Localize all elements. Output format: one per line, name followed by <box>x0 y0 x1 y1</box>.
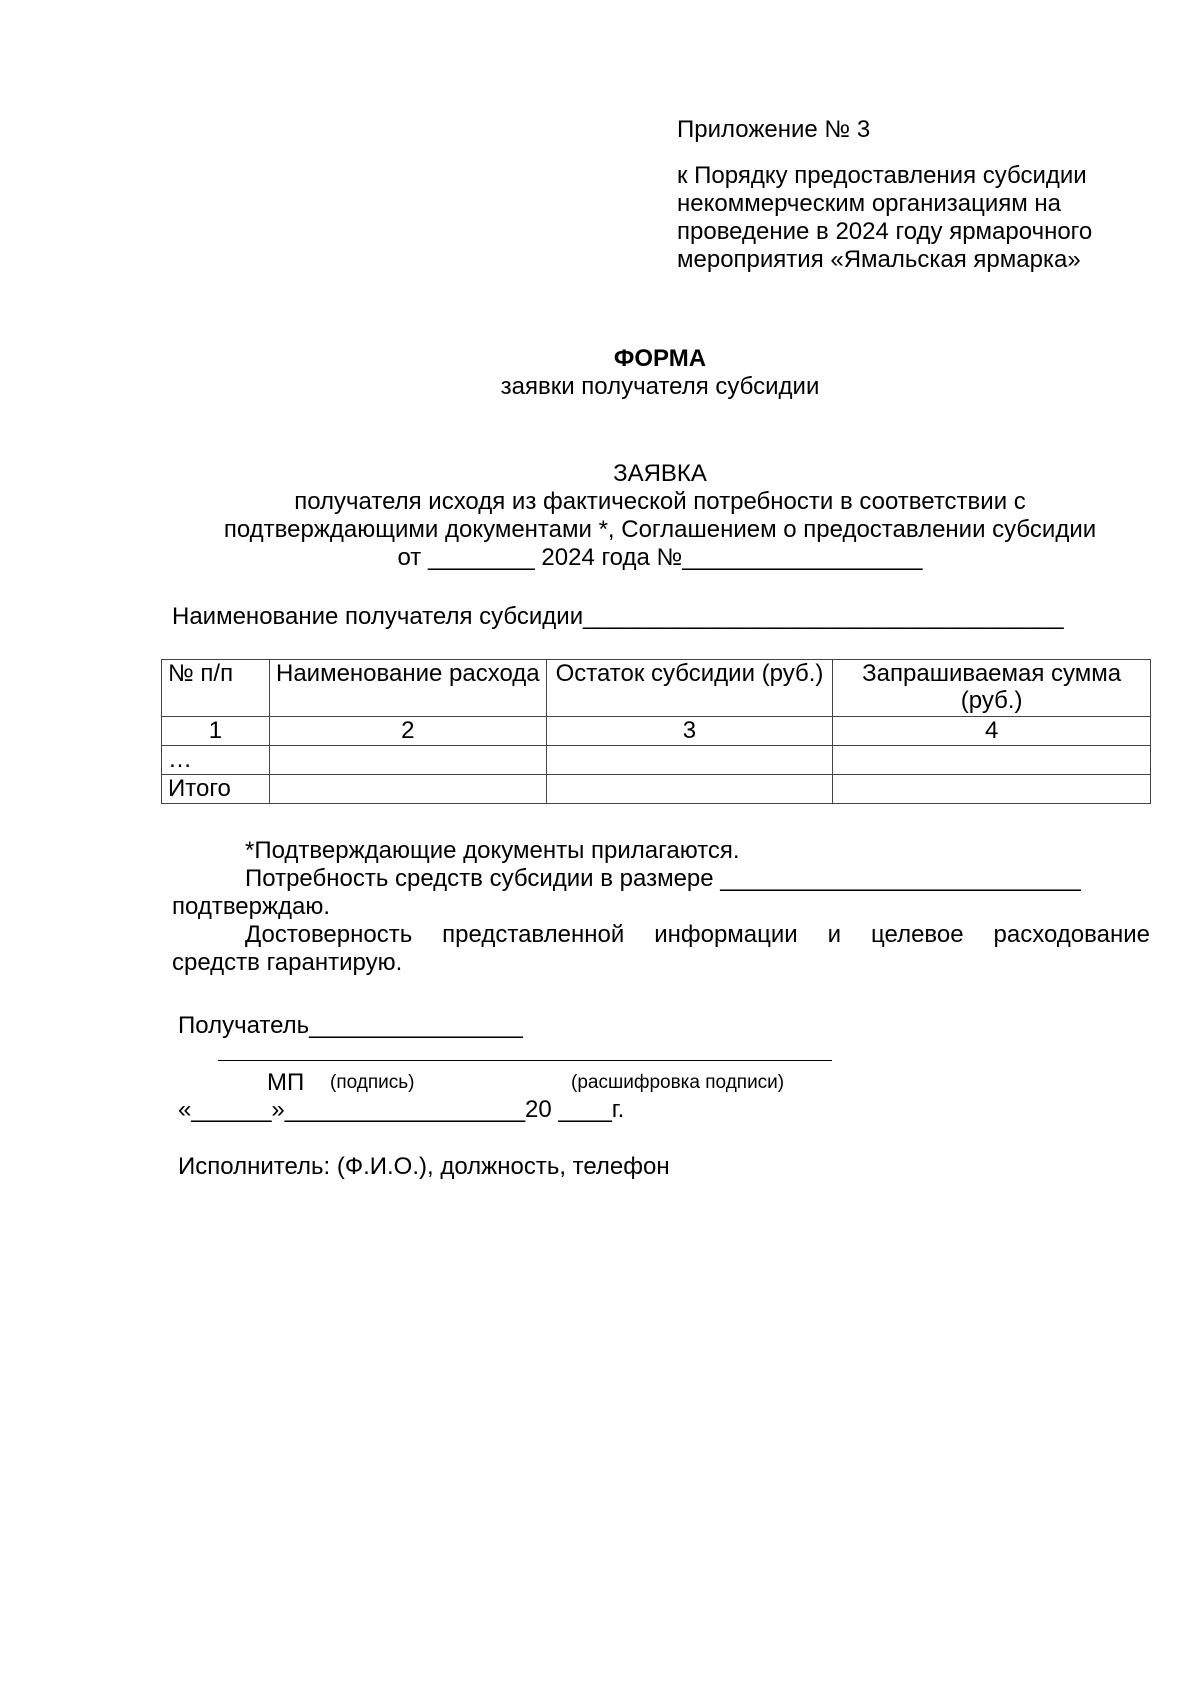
table-numbering-row <box>162 717 1151 746</box>
application-line: получателя исходя из фактической потребности в соответствии с <box>294 488 1026 515</box>
caption-signature: (подпись) <box>330 1072 415 1093</box>
note-documents: *Подтверждающие документы прилагаются. <box>245 837 740 864</box>
table-cell <box>833 746 1151 775</box>
table-cell: 1 <box>162 717 270 746</box>
caption-signature-decode: (расшифровка подписи) <box>571 1072 785 1093</box>
col-header-number: № п/п <box>162 660 270 717</box>
recipient-signature-line: Получатель________________ <box>178 1012 523 1039</box>
form-title-block <box>160 345 1160 401</box>
table-cell: 4 <box>833 717 1151 746</box>
table-row <box>162 746 1151 775</box>
table-cell: 3 <box>546 717 833 746</box>
table-cell <box>546 746 833 775</box>
recipient-name-line: Наименование получателя субсидии____________________________________ <box>172 603 1064 630</box>
application-title-block <box>160 460 1160 572</box>
form-heading: ФОРМА <box>613 345 707 372</box>
table-cell: 2 <box>269 717 546 746</box>
col-header-expense-name: Наименование расхода <box>269 660 546 717</box>
notes-block <box>172 837 1150 977</box>
annex-line: проведение в 2024 году ярмарочного <box>677 218 1093 245</box>
date-line: «______»__________________20 ____г. <box>178 1096 625 1123</box>
annex-block <box>677 116 1092 274</box>
annex-line: к Порядку предоставления субсидии <box>677 162 1087 189</box>
table-cell <box>546 775 833 804</box>
table-total-row <box>162 775 1151 804</box>
table-cell <box>269 746 546 775</box>
executor-line: Исполнитель: (Ф.И.О.), должность, телефон <box>178 1153 670 1180</box>
stamp-label: МП <box>267 1069 305 1096</box>
col-header-requested-amount: Запрашиваемая сумма (руб.) <box>833 660 1151 717</box>
note-need-cont: подтверждаю. <box>172 893 331 920</box>
table-cell <box>269 775 546 804</box>
table-cell <box>833 775 1151 804</box>
note-need: Потребность средств субсидии в размере ___________________________ <box>245 865 1081 892</box>
annex-line: некоммерческим организациям на <box>677 190 1062 217</box>
application-heading: ЗАЯВКА <box>613 460 707 487</box>
annex-line: мероприятия «Ямальская ярмарка» <box>677 246 1081 273</box>
application-line: подтверждающими документами *, Соглашением о предоставлении субсидии <box>223 516 1097 543</box>
col-header-subsidy-balance: Остаток субсидии (руб.) <box>546 660 833 717</box>
expense-table <box>161 659 1151 804</box>
table-header-row <box>162 660 1151 717</box>
annex-title: Приложение № 3 <box>677 116 871 143</box>
form-subheading: заявки получателя субсидии <box>500 373 820 400</box>
signature-underline <box>218 1060 832 1061</box>
note-reliability-cont: средств гарантирую. <box>172 949 403 976</box>
table-cell: … <box>162 746 270 775</box>
application-line: от ________ 2024 года №__________________ <box>397 544 923 571</box>
note-reliability: Достоверность представленной информации и целевое расходование <box>245 921 1150 948</box>
table-cell: Итого <box>162 775 270 804</box>
